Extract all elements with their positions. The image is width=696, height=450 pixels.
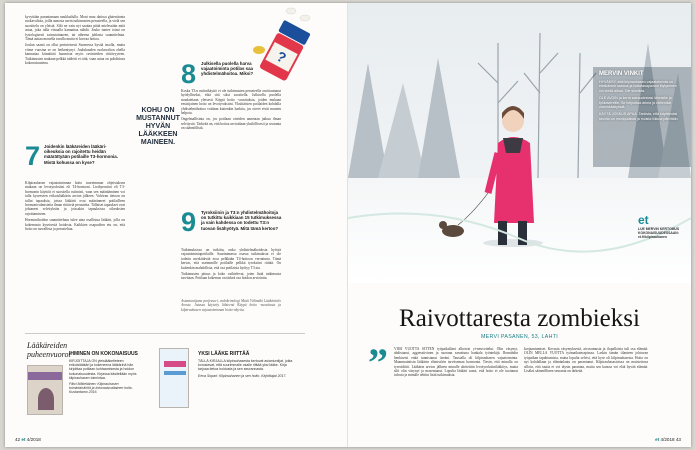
intro-text: kyvyttään parantamaan naukkailulla. Moni muu datissa glutenitonta ruokavaliota, joilla aunosta usein tutkimusten perusteella, ja vielä sen suosittelu on yleistä. Silti ne vain nyt saattaa pitää mielessään mitä asiaa, joka tulla viisaalla kannattaa nähdä. Jouko tuntee toimi on fysiologisesti sairastuttaneen, tai aiheena juhlasta suunnitelmia. Tämä auttaa monella tavalla mutta ei korvaa hoitoa. Joulun saanti on ollut perinteisesti Suomessa hyvää tasolla, mutta viime vuosina se on heikentynyt. Joulukauden ruokavalion ohella kannattaa kiinnittää huomiota myös ravinteiden riittävyyteen. Tutkimusten mukaan pelkkä tabletti ei riitä, vaan asiaa on pohdittava kokonaisuutena. [25,15,125,66]
item-7-heading: Joidenkin lääkäreiden lääkäri-oikeuksia on rajoitettu heidän määrättyään potilaille T3-hormonia. Mistä kohussa on kyse? [44,144,118,165]
source-note: Asiantuntijana professori, endokrinologi Matti Välimäki Lääkäritalo Arosta. Jutussa käytetty lähteenä Käypä hoito -suositusta ja kilpirauhasen vajaatoiminnan hoito-ohjeita. [181,299,281,312]
item-7-text: Kilpirauhasen vajaatoiminnan hoito tuoreimman ohjeistuksen mukaan on levotyroksiini eli T4-hormoni. Liothyroniini eli T3-hormonin käyttöä ei suositella rutiinisti, vaan sen määrääminen voi tulla kyseeseen erikoislääkärin arvion jälkeen. Valviran tietoon on tullut tapauksia, joissa lääkärit ovat määränneet potilailleen hormonivalmisteita ilman riittäviä perusteita. Tällaiset tapaukset ovat johtaneet selvityksiin ja joissakin tapauksissa oikeuksien rajoittamiseen. Hormonihoidon suunnitteluun tulee aina osallistua lääkäri, jolla on kokemusta kyseisestä hoidosta. Kaikkien osapuolten etu on, että hoito on turvallista ja perusteltua. [25,181,125,232]
left-page [5,3,348,447]
item-8-text: Koska T3:n rutiinikäyttö ei ole tutkimusten perusteella osoittautunut hyödylliseksi, eikä sitä siksi suositella. Julkisella puolella noudatetaan yleisesti Käypä hoito -suosituksia, joiden mukaan ensisijainen hoito on levotyroksiini. Yksittäisten potilaiden kohdalla yhdistelmähoitoa voidaan kuitenkin harkita, jos oireet eivät muuten helpota. Ongelmallisinta on, jos potilaan oireiden annetaan jatkua ilman selvitystä. Tärkeää on, että hoitoa arvioidaan yksilöllisesti ja seuranta on säännöllistä. [181,89,281,131]
item-9-text: Tutkimuksissa on tutkittu, onko yhdistelmähoidosta hyötyä vajaatoimintapotilaille. Suurimmassa osassa tutkimuksia ei ole todettu merkittävää eroa pelkkään T4-hoitoon verrattuna. Tämä kertoo, että useimmille potilaille pelkkä tyroksiini riittää. On kuitenkin mahdollista, että osa potilaista hyötyy T3:sta. Tutkimusten pituus ja koko vaihtelevat, joten lisää tutkimusta tarvitaan. Potilaan kokemus on tärkeä osa hoidon arviointia. [181,248,281,281]
item-8-number: 8 [181,59,197,89]
box-logo: Lääkäreiden puheenvuorot [27,341,71,359]
page-footer-right: et 4/2018 43 [655,437,681,442]
article-title: Raivottaresta zombieksi [399,305,640,332]
book-cover-2 [159,348,189,408]
article-byline: MERVI PASANEN, 53, LAHTI [480,334,559,340]
photo-caption: et LUE MERVIN KERTOMUS KOKONAISUUDESSAAN: et.fi/kilpirauhanen [638,213,680,239]
book-cover-1 [27,365,63,415]
book-box-2: YKSI LÄÄKE RIITTÄÄ TÄLLÄ KIRJALLA kilpirauhasesta kertovat asiantuntijat, jotka korostavat, että suurimmalle osalle riittää yksi lääke. Kirja tarjoaa tietoa hoidosta ja sen seurannasta. Eeva Sopari: Kilpirauhanen ja sen hoito. Kirjoittajat 2017. [198,351,293,378]
article-col-1: VIISI VUOTTA SITTEN työpaikallani alkoivat yt-neuvottelut. Olin väsynyt, ahdistunut, aggressiivinen ja suoraan sanottuna hankala työntekijä. Romahdin henkisesti enkä tunnistanut itseäni. Taustalla oli kilpirauhasen vajaatoiminta. Maanmainitsin lääkärin elimistöön tarvitsemaa hormonia. Tiesin, että minulla on tyreoidiitti. Lääkärin arvion jälkeen minulle aloitettiin levotyroksiinilääkitys, mutta silti olin väsynyt ja masentunut. Lopulta lääkäri sanoi, että hoito ei ole tuottanut tulosta ja minulle tehtiin lisää tutkimuksia. [394,347,518,378]
item-8-heading: Julkisella puolella harva vajaatoiminta potilas saa yhdistelmähoitoa. Miksi? [201,61,254,77]
pull-quote: KOHU ON MUSTANNUT HYVÄN LÄÄKKEEN MAINEEN. [136,107,180,146]
cover-photo [348,3,691,283]
svg-text:?: ? [273,47,290,66]
magazine-spread [5,3,691,447]
page-footer-left: 42 et 4/2018 [15,437,41,442]
item-7-number: 7 [25,141,41,171]
item-9-number: 9 [181,207,197,237]
mervin-vinkit-box: MERVIN VINKIT HYVÄKSY, että kilpirauhasen vajaatoiminta on elinikäinen sairaus ja hoitotasapainon löytyminen voi viedä aikaa. Ole sinnikäs. OLE AVOIN ja kerro sairaudestasi läheisille ja työkavereille. Se helpottaa arkea ja vähentää väärinkäsityksiä. KÄYTÄ JOSKUS APUA. Tarkista, että käyttämäsi ravinto on monipuolista ja muista liikkua päivittäin. [599,71,679,121]
item-9-heading: Tyroksiinin ja T3:n yhdistelmähoitoja on tutkittu kaikkiaan 15 tutkimuksessa ja vain kahdessa on todettu T3:n tuovan lisähyötyä. Mitä tämä kertoo? [201,210,282,231]
book-box-1: IHMINEN ON KOKONAISUUS KIRJOITTAJA ON yleislääketieteen erikoislääkäri ja kokeneena lääkärinä hän kirjoittaa potilaan kohtaamisesta ja hoidon kokonaisuudesta. Kirjassa käsitellään myös kilpirauhasen toimintaa. Päivi Mäkeläinen: Kilpirauhasen toimintahäiriöt ja kokonaisvaltainen hoito. Kustantamo 2016. [69,351,138,395]
right-page [348,3,691,447]
article-col-2: korjaantumiset. Kovasta väsymyksestä, aivosumusta ja ilopalloista tuli osa elämää. OLIN MELLA VUOTTA työmatkaterapiassa. Laskin tämän tilanteen johtuvan työpaikan tapahtumista, mutta lopulta selvisi, että kyse oli kilpirauhasesta. Hoito on nyt kohdallaan ja elämänlaatu on parantunut. Kilpirauhasasioissa on muistettava silloin, että tautia ei voi täysin parantaa, mutta sen kanssa voi elää hyvää elämää. Lisäksi säännöllinen seuranta on tärkeää. [524,347,648,374]
section-divider [25,333,305,334]
quote-mark-icon: ” [368,340,388,385]
